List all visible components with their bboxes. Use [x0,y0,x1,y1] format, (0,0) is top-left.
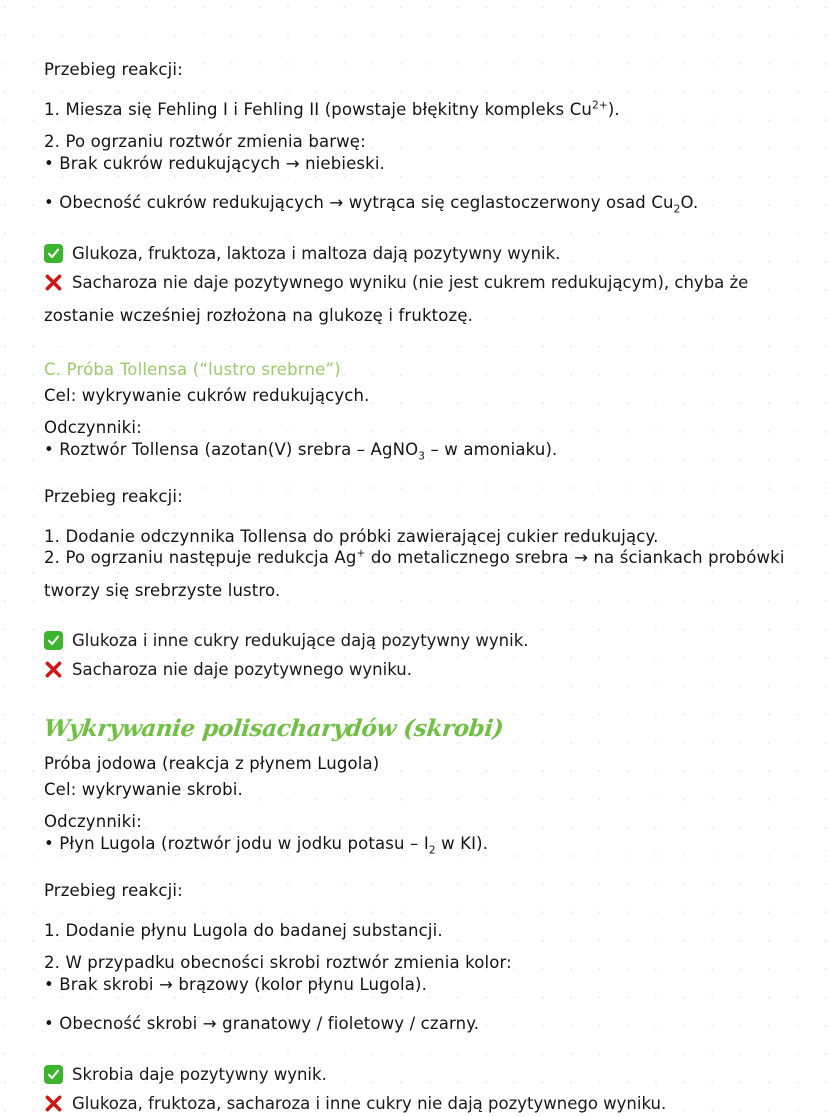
tollens-result-positive [44,630,784,650]
fehling-step-1-superscript: 2+ [591,99,608,111]
fehling-result-negative-text-line-2: zostanie wcześniej rozłożona na glukozę i fruktozę. [44,305,474,325]
fehling-bullet-2-suffix: O. [680,193,699,212]
polysaccharides-goal: Cel: wykrywanie skrobi. [44,779,243,799]
tollens-result-positive-text: Glukoza i inne cukry redukujące dają pozytywny wynik. [72,631,529,650]
polysaccharides-reagent-suffix: w KI). [435,833,489,853]
tollens-reagent-prefix: • Roztwór Tollensa (azotan(V) srebra – AgNO [44,439,419,459]
polysaccharides-step-2: 2. W przypadku obecności skrobi roztwór zmienia kolor: [44,953,512,972]
white-check-mark-icon [44,631,63,650]
polysaccharides-step-1: 1. Dodanie płynu Lugola do badanej substancji. [44,920,443,940]
fehling-result-positive-text: Glukoza, fruktoza, laktoza i maltoza dają pozytywny wynik. [72,243,561,263]
white-check-mark-icon [44,244,63,263]
tollens-reagent-item [44,439,784,462]
fehling-result-positive [44,243,784,263]
polysaccharides-reagent-subscript: 2 [428,843,436,856]
tollens-step-2-suffix: do metalicznego srebra → na ściankach probówki [365,548,785,567]
polysaccharides-result-positive [44,1064,784,1084]
tollens-reagent-subscript: 3 [418,449,426,462]
tollens-goal: Cel: wykrywanie cukrów redukujących. [44,385,370,405]
cross-mark-icon [44,660,63,679]
fehling-result-negative [44,272,784,292]
polysaccharides-bullet-2: • Obecność skrobi → granatowy / fioletowy / czarny. [44,1014,480,1033]
fehling-bullet-1: • Brak cukrów redukujących → niebieski. [44,153,385,173]
white-check-mark-icon [44,1065,63,1084]
fehling-bullet-2 [44,193,784,216]
polysaccharides-subtitle: Próba jodowa (reakcja z płynem Lugola) [44,754,380,773]
polysaccharides-result-positive-text: Skrobia daje pozytywny wynik. [72,1064,327,1084]
tollens-step-2-prefix: 2. Po ogrzaniu następuje redukcja Ag [44,548,357,567]
tollens-reagent-suffix: – w amoniaku). [425,439,558,459]
polysaccharides-course-label: Przebieg reakcji: [44,881,183,900]
section-fehling [44,62,784,324]
section-polysaccharides [44,717,784,1113]
fehling-step-2: 2. Po ogrzaniu roztwór zmienia barwę: [44,132,366,151]
fehling-step-1-suffix: ). [607,99,620,119]
tollens-step-2 [44,547,785,567]
fehling-course-label: Przebieg reakcji: [44,60,183,79]
polysaccharides-reagent-item [44,833,784,856]
polysaccharides-result-negative [44,1093,784,1113]
fehling-result-negative-text-line-1: Sacharoza nie daje pozytywnego wyniku (nie jest cukrem redukującym), chyba że [72,272,749,292]
fehling-step-1-prefix: 1. Miesza się Fehling I i Fehling II (powstaje błękitny kompleks Cu [44,99,592,119]
tollens-result-negative [44,659,784,679]
tollens-step-2-line-2: tworzy się srebrzyste lustro. [44,580,281,600]
tollens-heading: C. Próba Tollensa (“lustro srebrne”) [44,360,341,379]
tollens-result-negative-text: Sacharoza nie daje pozytywnego wyniku. [72,660,412,679]
fehling-bullet-2-subscript: 2 [673,203,681,216]
section-tollens [44,362,784,679]
polysaccharides-heading: Wykrywanie polisacharydów (skrobi) [42,715,505,742]
polysaccharides-reagent-prefix: • Płyn Lugola (roztwór jodu w jodku potasu – I [44,833,429,853]
polysaccharides-bullet-1: • Brak skrobi → brązowy (kolor płynu Lugola). [44,974,428,994]
tollens-step-1: 1. Dodanie odczynnika Tollensa do próbki zawierającej cukier redukujący. [44,526,659,546]
polysaccharides-result-negative-text: Glukoza, fruktoza, sacharoza i inne cukry nie dają pozytywnego wyniku. [72,1093,667,1113]
tollens-course-label: Przebieg reakcji: [44,487,183,506]
fehling-step-1 [44,99,784,119]
polysaccharides-reagents-label: Odczynniki: [44,812,142,831]
cross-mark-icon [44,273,63,292]
cross-mark-icon [44,1094,63,1113]
fehling-bullet-2-prefix: • Obecność cukrów redukujących → wytrąca się ceglastoczerwony osad Cu [44,193,674,212]
tollens-step-2-superscript: + [356,547,366,560]
tollens-reagents-label: Odczynniki: [44,418,142,437]
